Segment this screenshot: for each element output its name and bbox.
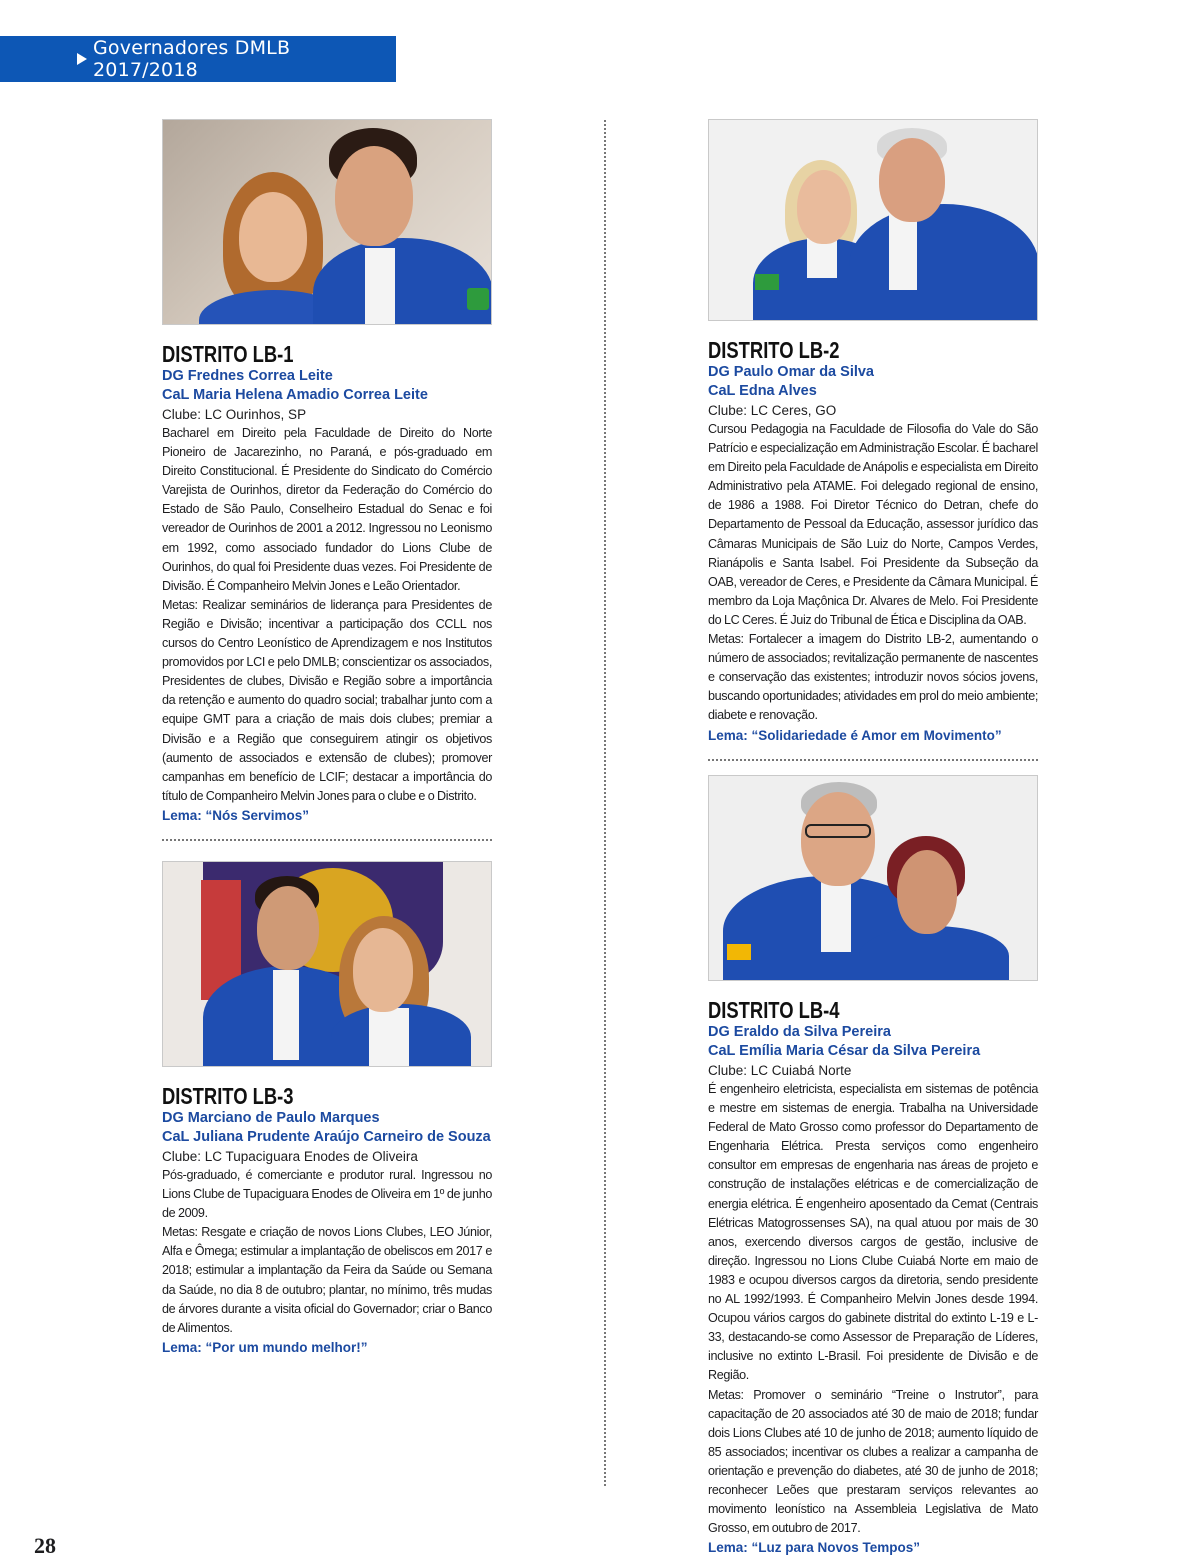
bio-paragraph: Cursou Pedagogia na Faculdade de Filosofia do Vale do São Patrício e especialização em Administração Escolar. É bacharel em Direito pela Faculdade de Anápolis e especialista em Direito Administrativo pela ATAME. Foi delegado regional de ensino, de 1986 a 1988. Foi Diretor Técnico do Detran, chefe do Departamento de Pessoal da Educação, assessor jurídico das Câmaras Municipais de São Luiz do Norte, Campos Verdes, Rianápolis e Santa Isabel. Foi Presidente da Subseção da OAB, vereador de Ceres, e Presidente da Câmara Municipal. É membro da Loja Maçônica Dr. Alvares de Melo. Foi Presidente do LC Ceres. É Juiz do Tribunal de Ética e Disciplina da OAB. xyxy=(708,422,1038,627)
club-name: Clube: LC Cuiabá Norte xyxy=(708,1063,852,1078)
biography xyxy=(708,1080,1038,1538)
column-divider xyxy=(604,120,606,1486)
section-header xyxy=(0,36,396,82)
card-separator xyxy=(162,839,492,841)
governor-name: DG Marciano de Paulo Marques xyxy=(162,1110,380,1126)
bio-paragraph: Bacharel em Direito pela Faculdade de Direito do Norte Pioneiro de Jacarezinho, no Paraná, e pós-graduado em Direito Constitucional. É Presidente do Sindicato do Comércio Varejista de Ourinhos, diretor da Federação do Comércio do Estado de São Paulo, Conselheiro Estadual do Senac e foi vereador de Ourinhos de 2001 a 2012. Ingressou no Leonismo em 1992, como associado fundador do Lions Clube de Ourinhos, do qual foi Presidente duas vezes. Foi Presidente de Divisão. É Companheiro Melvin Jones e Leão Orientador. xyxy=(162,426,492,593)
triangle-arrow-icon xyxy=(77,53,87,65)
district-card-lb3 xyxy=(162,861,492,1357)
glasses-icon xyxy=(805,824,871,838)
bio-paragraph: É engenheiro eletricista, especialista em sistemas de potência e mestre em sistemas de energia. Trabalha na Universidade Federal de Mato Grosso como professor do Departamento de Engenharia Elétrica. Presta serviços como engenheiro consultor em empresas de engenharia nas áreas de projeto e construção de instalações elétricas e de comercialização de energia elétrica. É engenheiro aposentado da Cemat (Centrais Elétricas Matogrossenses SA), na qual atuou por mais de 30 anos, exercendo diversos cargos de gestão, inclusive de direção. Ingressou no Lions Clube Cuiabá Norte em maio de 1983 e ocupou diversos cargos da diretoria, sendo presidente no AL 1992/1993. É Companheiro Melvin Jones desde 1994. Ocupou vários cargos do gabinete distrital do extinto L-19 e L-33, destacando-se como Assessor de Preparação de Líderes, inclusive no extinto L-Brasil. Foi presidente de Divisão e de Região. xyxy=(708,1082,1038,1383)
bio-paragraph: Pós-graduado, é comerciante e produtor rural. Ingressou no Lions Clube de Tupaciguara Enodes de Oliveira em 1º de junho de 2009. xyxy=(162,1168,492,1221)
governor-name: DG Paulo Omar da Silva xyxy=(708,364,874,380)
club-name: Clube: LC Ourinhos, SP xyxy=(162,407,307,422)
couple-photo-lb2 xyxy=(708,119,1038,321)
district-title: DISTRITO LB-4 xyxy=(708,997,840,1023)
motto: Lema: “Luz para Novos Tempos” xyxy=(708,1540,921,1556)
couple-photo-lb1 xyxy=(162,119,492,325)
patch-icon xyxy=(727,944,751,960)
biography xyxy=(708,420,1038,726)
brazil-flag-patch-icon xyxy=(755,274,779,290)
brazil-flag-patch-icon xyxy=(467,288,489,310)
couple-photo-lb3 xyxy=(162,861,492,1067)
district-title: DISTRITO LB-1 xyxy=(162,341,294,367)
companion-name: CaL Maria Helena Amadio Correa Leite xyxy=(162,387,428,403)
motto: Lema: “Solidariedade é Amor em Movimento” xyxy=(708,727,1002,743)
district-card-lb2 xyxy=(708,119,1038,761)
district-card-lb1 xyxy=(162,119,492,841)
motto: Lema: “Por um mundo melhor!” xyxy=(162,1339,368,1355)
governor-name: DG Frednes Correa Leite xyxy=(162,368,333,384)
biography xyxy=(162,1166,492,1338)
goals-paragraph: Metas: Promover o seminário “Treine o Instrutor”, para capacitação de 20 associados até 30 de maio de 2018; fundar dois Lions Clubes até 10 de junho de 2018; aumento líquido de 85 associados; incentivar os clubes a realizar a campanha de orientação e prevenção do diabetes, até 30 de junho de 2018; reconhecer Leões que prestaram serviços relevantes ao movimento leonístico na Assembleia Legislativa de Mato Grosso, em outubro de 2017. xyxy=(708,1387,1038,1536)
section-title: Governadores DMLB 2017/2018 xyxy=(93,37,291,81)
companion-name: CaL Edna Alves xyxy=(708,383,817,399)
biography xyxy=(162,424,492,806)
card-separator xyxy=(708,759,1038,761)
page-number: 28 xyxy=(34,1533,56,1558)
governor-name: DG Eraldo da Silva Pereira xyxy=(708,1024,891,1040)
district-card-lb4 xyxy=(708,775,1038,1557)
club-name: Clube: LC Tupaciguara Enodes de Oliveira xyxy=(162,1149,418,1164)
club-name: Clube: LC Ceres, GO xyxy=(708,403,837,418)
goals-paragraph: Metas: Fortalecer a imagem do Distrito LB-2, aumentando o número de associados; revitalização permanente de nascentes e conservação das existentes; introduzir novos sócios jovens, buscando oportunidades; atividades em prol do meio ambiente; diabete e renovação. xyxy=(708,632,1038,723)
couple-photo-lb4 xyxy=(708,775,1038,981)
district-title: DISTRITO LB-2 xyxy=(708,337,840,363)
goals-paragraph: Metas: Realizar seminários de liderança para Presidentes de Região e Divisão; incentivar a participação dos CCLL nos cursos do Centro Leonístico de Aprendizagem e nos Institutos promovidos por LCI e pelo DMLB; conscientizar os associados, Presidentes de clubes, Divisão e Região sobre a importância da retenção e aumento do quadro social; trabalhar junto com a equipe GMT para a criação de mais dois clubes; premiar a Divisão e a Região que conseguirem atingir os objetivos (aumento de associados e extensão de clubes); promover campanhas em benefício de LCIF; destacar a importância do título de Companheiro Melvin Jones para o clube e o Distrito. xyxy=(162,597,492,803)
companion-name: CaL Emília Maria César da Silva Pereira xyxy=(708,1043,981,1059)
goals-paragraph: Metas: Resgate e criação de novos Lions Clubes, LEO Júnior, Alfa e Ômega; estimular a implantação de obeliscos em 2017 e 2018; estimular a implantação da Feira da Saúde ou Semana da Saúde, no dia 8 de outubro; plantar, no mínimo, três mudas de árvores durante a visita oficial do Governador; criar o Banco de Alimentos. xyxy=(162,1225,492,1335)
companion-name: CaL Juliana Prudente Araújo Carneiro de Souza xyxy=(162,1129,491,1145)
motto: Lema: “Nós Servimos” xyxy=(162,807,310,823)
district-title: DISTRITO LB-3 xyxy=(162,1083,294,1109)
